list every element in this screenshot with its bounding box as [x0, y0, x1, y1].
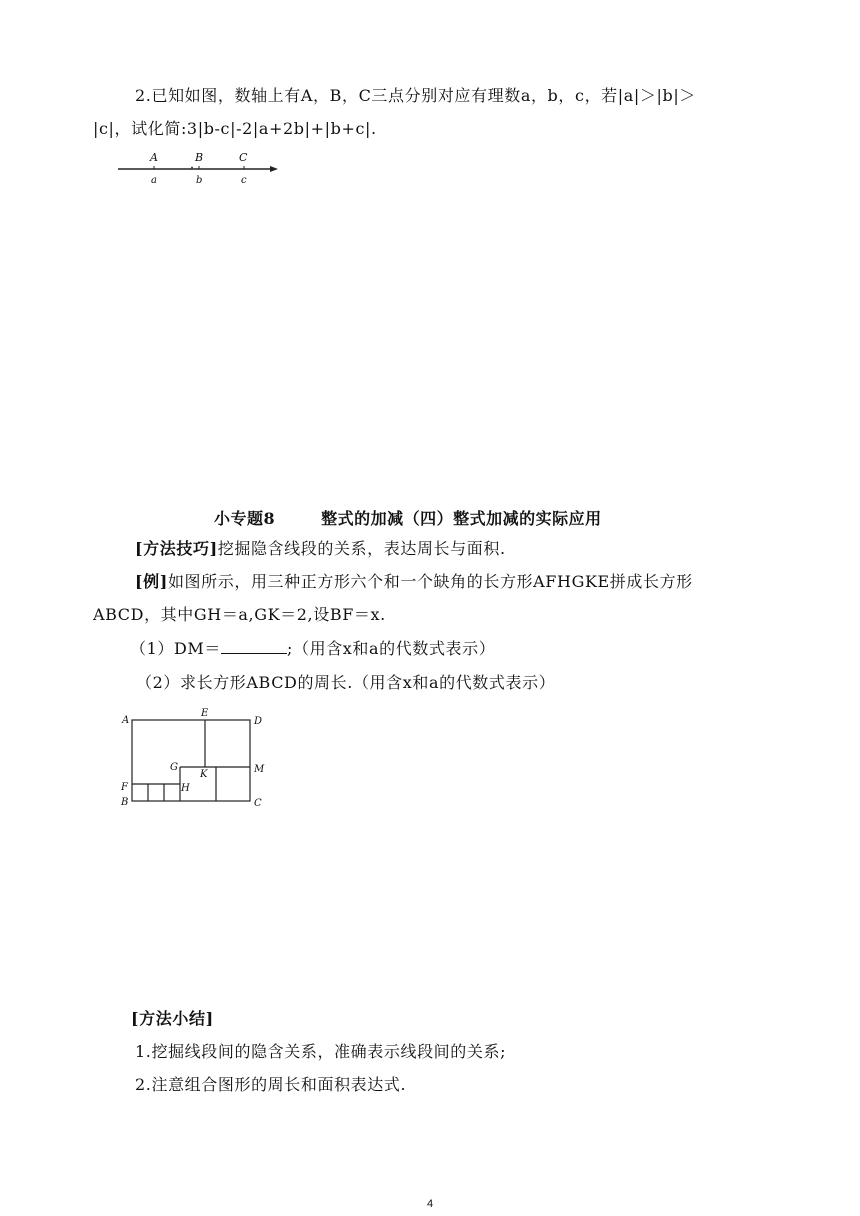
fig-label-E: E — [201, 708, 209, 719]
label-c: c — [241, 175, 247, 186]
example-line-1 — [135, 571, 693, 593]
question-1-suffix: ;（用含x和a的代数式表示） — [287, 639, 496, 658]
fig-label-C: C — [254, 798, 262, 809]
label-A: A — [150, 151, 158, 164]
label-b: b — [196, 175, 203, 186]
method-label: [方法技巧] — [135, 539, 218, 558]
rectangle-figure — [116, 706, 276, 812]
question-2: （2）求长方形ABCD的周长.（用含x和a的代数式表示） — [136, 673, 556, 692]
number-line-arrow — [270, 166, 278, 172]
number-line-figure — [112, 148, 282, 188]
outer-rectangle-ABCD — [132, 720, 250, 801]
fig-label-G: G — [170, 762, 178, 773]
fig-label-M: M — [254, 764, 265, 775]
fig-label-H: H — [181, 783, 190, 794]
question-1-prefix: （1）DM＝ — [130, 639, 221, 658]
fig-label-D: D — [254, 716, 263, 727]
summary-label: [方法小结] — [131, 1009, 214, 1028]
example-line-2: ABCD，其中GH＝a,GK＝2,设BF＝x. — [93, 605, 386, 624]
method-tip — [135, 538, 506, 560]
method-text: 挖掘隐含线段的关系，表达周长与面积. — [217, 539, 506, 558]
topic-number: 小专题8 — [214, 509, 276, 528]
question-1 — [130, 638, 495, 660]
problem-2-line-1: 2.已知如图，数轴上有A，B，C三点分别对应有理数a，b，c，若|a|＞|b|＞ — [135, 86, 696, 105]
answer-blank[interactable] — [221, 639, 287, 654]
fig-label-F: F — [121, 782, 128, 793]
example-label: [例] — [135, 572, 168, 591]
label-a: a — [151, 175, 157, 186]
fig-label-K: K — [200, 769, 208, 780]
example-text-1: 如图所示，用三种正方形六个和一个缺角的长方形AFHGKE拼成长方形 — [167, 572, 693, 591]
topic-title: 整式的加减（四）整式加减的实际应用 — [321, 509, 602, 528]
page-number: 4 — [426, 1198, 434, 1210]
fig-label-A: A — [122, 715, 130, 726]
summary-item-2: 2.注意组合图形的周长和面积表达式. — [135, 1075, 407, 1094]
label-C: C — [239, 151, 248, 164]
point-dot — [191, 167, 193, 169]
problem-2-line-2: |c|，试化简:3|b-c|-2|a+2b|+|b+c|. — [93, 119, 377, 138]
label-B: B — [195, 151, 204, 164]
fig-label-B: B — [121, 797, 129, 808]
topic-heading — [214, 506, 602, 529]
summary-item-1: 1.挖掘线段间的隐含关系，准确表示线段间的关系; — [135, 1042, 507, 1061]
